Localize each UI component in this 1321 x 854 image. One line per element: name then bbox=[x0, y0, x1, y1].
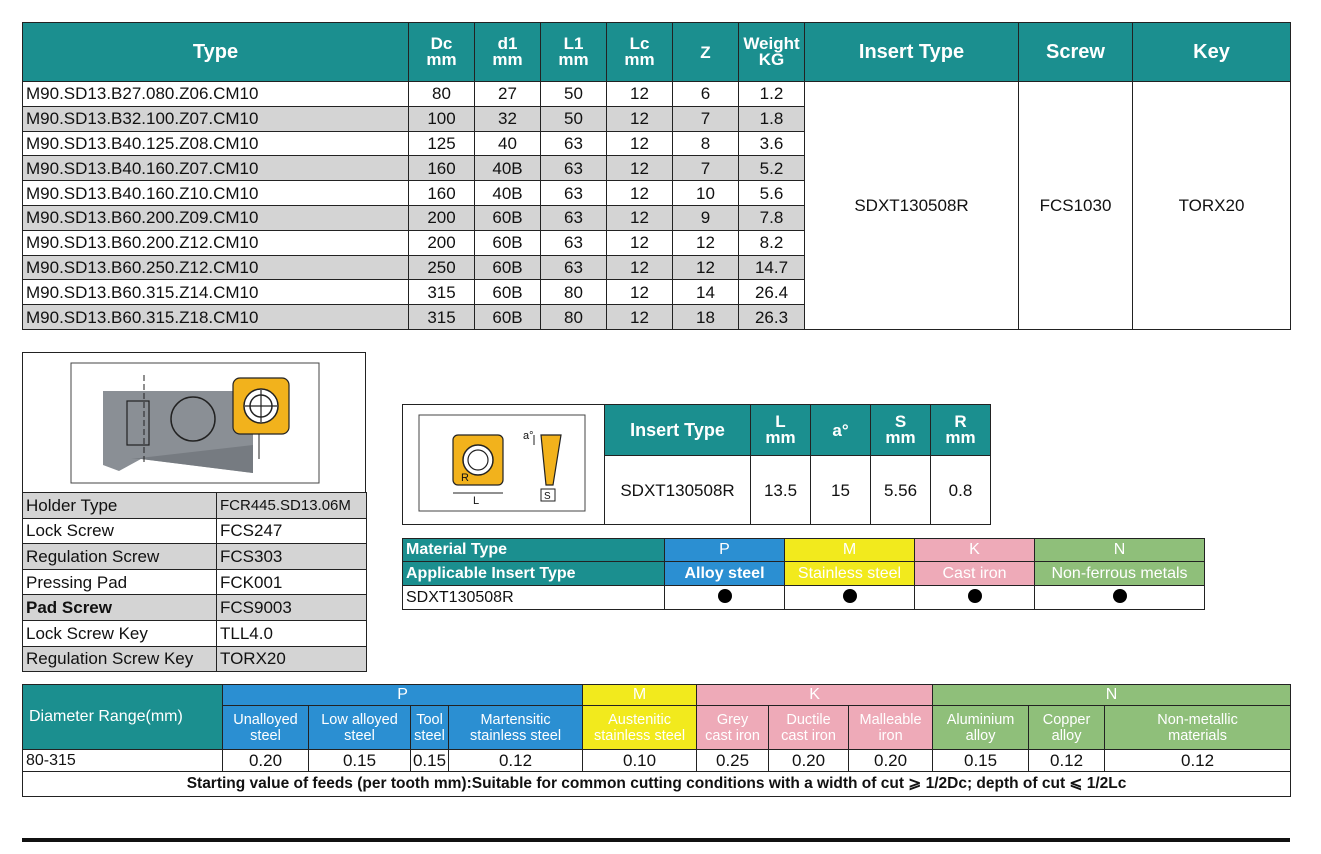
material-type-label: Material Type bbox=[403, 539, 665, 562]
cutter-spec-table bbox=[22, 22, 1291, 330]
applicable-n-dot bbox=[1035, 586, 1205, 610]
applicable-m-dot bbox=[785, 586, 915, 610]
main-header-row bbox=[23, 23, 1291, 82]
part-label: Lock Screw Key bbox=[23, 620, 217, 646]
parts-row bbox=[23, 646, 367, 672]
part-label: Lock Screw bbox=[23, 518, 217, 544]
d1-cell: 60B bbox=[475, 280, 541, 305]
feed-value-row bbox=[23, 750, 1291, 772]
group-n-code: N bbox=[1035, 539, 1205, 562]
lc-cell: 12 bbox=[607, 106, 673, 131]
l1-cell: 50 bbox=[541, 82, 607, 107]
bottom-rule bbox=[22, 838, 1290, 842]
dc-cell: 315 bbox=[409, 305, 475, 330]
l1-header: L1 mm bbox=[541, 23, 607, 82]
feed-subgroup-header: Non-metallic materials bbox=[1105, 706, 1291, 750]
d1-header: d1 mm bbox=[475, 23, 541, 82]
feed-subgroup-header: Low alloyed steel bbox=[309, 706, 411, 750]
feed-value: 0.15 bbox=[933, 750, 1029, 772]
parts-row bbox=[23, 620, 367, 646]
lc-cell: 12 bbox=[607, 305, 673, 330]
applicable-insert-label: Applicable Insert Type bbox=[403, 562, 665, 586]
dc-cell: 200 bbox=[409, 205, 475, 230]
feed-value: 0.20 bbox=[223, 750, 309, 772]
type-cell: M90.SD13.B40.160.Z07.CM10 bbox=[23, 156, 409, 181]
parts-table bbox=[22, 492, 367, 672]
feed-subgroup-header: Unalloyed steel bbox=[223, 706, 309, 750]
parts-row bbox=[23, 595, 367, 621]
holder-drawing bbox=[23, 353, 365, 493]
z-cell: 8 bbox=[673, 131, 739, 156]
type-cell: M90.SD13.B60.250.Z12.CM10 bbox=[23, 255, 409, 280]
bullet-icon bbox=[843, 589, 857, 603]
l1-cell: 63 bbox=[541, 131, 607, 156]
lc-cell: 12 bbox=[607, 82, 673, 107]
feed-subgroup-header: Martensitic stainless steel bbox=[449, 706, 583, 750]
feed-value: 0.10 bbox=[583, 750, 697, 772]
insert-type-value: SDXT130508R bbox=[805, 82, 1019, 330]
r-value: 0.8 bbox=[931, 456, 991, 525]
lc-header: Lc mm bbox=[607, 23, 673, 82]
type-cell: M90.SD13.B60.200.Z09.CM10 bbox=[23, 205, 409, 230]
parts-row bbox=[23, 544, 367, 570]
part-value: FCS247 bbox=[217, 518, 367, 544]
material-insert-row bbox=[403, 586, 1205, 610]
group-k-name: Cast iron bbox=[915, 562, 1035, 586]
group-n-name: Non-ferrous metals bbox=[1035, 562, 1205, 586]
applicable-p-dot bbox=[665, 586, 785, 610]
feed-value: 0.20 bbox=[849, 750, 933, 772]
part-value: FCR445.SD13.06M bbox=[217, 493, 367, 519]
feed-value: 0.12 bbox=[449, 750, 583, 772]
material-table bbox=[402, 538, 1205, 610]
weight-cell: 26.3 bbox=[739, 305, 805, 330]
l1-cell: 80 bbox=[541, 305, 607, 330]
lc-cell: 12 bbox=[607, 230, 673, 255]
dc-cell: 250 bbox=[409, 255, 475, 280]
screw-value: FCS1030 bbox=[1019, 82, 1133, 330]
part-label: Pad Screw bbox=[23, 595, 217, 621]
feed-group-n: N bbox=[933, 685, 1291, 706]
type-cell: M90.SD13.B32.100.Z07.CM10 bbox=[23, 106, 409, 131]
dc-cell: 125 bbox=[409, 131, 475, 156]
type-cell: M90.SD13.B40.125.Z08.CM10 bbox=[23, 131, 409, 156]
main-table-row bbox=[23, 82, 1291, 107]
part-value: FCK001 bbox=[217, 569, 367, 595]
weight-cell: 1.2 bbox=[739, 82, 805, 107]
d1-cell: 60B bbox=[475, 230, 541, 255]
dc-cell: 160 bbox=[409, 156, 475, 181]
group-m-name: Stainless steel bbox=[785, 562, 915, 586]
d1-cell: 27 bbox=[475, 82, 541, 107]
material-code-row bbox=[403, 539, 1205, 562]
dc-cell: 100 bbox=[409, 106, 475, 131]
l1-cell: 63 bbox=[541, 156, 607, 181]
material-name-row bbox=[403, 562, 1205, 586]
parts-row bbox=[23, 518, 367, 544]
feed-footnote: Starting value of feeds (per tooth mm):Suitable for common cutting conditions with a width of cut ⩾ 1/2Dc; depth of cut ⩽ 1/2Lc bbox=[23, 772, 1291, 797]
lc-cell: 12 bbox=[607, 205, 673, 230]
insert-spec-table bbox=[402, 404, 991, 525]
applicable-k-dot bbox=[915, 586, 1035, 610]
type-header: Type bbox=[23, 23, 409, 82]
feed-value: 0.12 bbox=[1105, 750, 1291, 772]
dc-cell: 160 bbox=[409, 181, 475, 206]
z-header: Z bbox=[673, 23, 739, 82]
s-col-header: S mm bbox=[871, 405, 931, 456]
parts-row bbox=[23, 569, 367, 595]
dc-header: Dc mm bbox=[409, 23, 475, 82]
feed-table bbox=[22, 684, 1291, 797]
d1-cell: 60B bbox=[475, 305, 541, 330]
dc-cell: 315 bbox=[409, 280, 475, 305]
part-value: FCS9003 bbox=[217, 595, 367, 621]
weight-header: Weight KG bbox=[739, 23, 805, 82]
feed-subgroup-header: Aluminium alloy bbox=[933, 706, 1029, 750]
d1-cell: 32 bbox=[475, 106, 541, 131]
weight-cell: 1.8 bbox=[739, 106, 805, 131]
feed-value: 0.20 bbox=[769, 750, 849, 772]
bullet-icon bbox=[1113, 589, 1127, 603]
lc-cell: 12 bbox=[607, 156, 673, 181]
part-label: Regulation Screw Key bbox=[23, 646, 217, 672]
l1-cell: 80 bbox=[541, 280, 607, 305]
z-cell: 12 bbox=[673, 230, 739, 255]
feed-subgroup-header: Malleable iron bbox=[849, 706, 933, 750]
part-label: Regulation Screw bbox=[23, 544, 217, 570]
group-p-name: Alloy steel bbox=[665, 562, 785, 586]
z-cell: 10 bbox=[673, 181, 739, 206]
weight-cell: 5.2 bbox=[739, 156, 805, 181]
feed-group-k: K bbox=[697, 685, 933, 706]
feed-subgroup-header: Ductile cast iron bbox=[769, 706, 849, 750]
part-label: Holder Type bbox=[23, 493, 217, 519]
z-cell: 7 bbox=[673, 156, 739, 181]
diameter-range-value: 80-315 bbox=[23, 750, 223, 772]
feed-subgroup-header: Grey cast iron bbox=[697, 706, 769, 750]
group-m-code: M bbox=[785, 539, 915, 562]
l1-cell: 63 bbox=[541, 255, 607, 280]
diameter-range-header: Diameter Range(mm) bbox=[23, 685, 223, 750]
z-cell: 9 bbox=[673, 205, 739, 230]
insert-diagram-cell bbox=[403, 405, 605, 525]
feed-value: 0.15 bbox=[411, 750, 449, 772]
group-p-code: P bbox=[665, 539, 785, 562]
d1-cell: 60B bbox=[475, 205, 541, 230]
l1-cell: 50 bbox=[541, 106, 607, 131]
feed-subgroup-header: Tool steel bbox=[411, 706, 449, 750]
part-value: FCS303 bbox=[217, 544, 367, 570]
dc-cell: 80 bbox=[409, 82, 475, 107]
lc-cell: 12 bbox=[607, 131, 673, 156]
l1-cell: 63 bbox=[541, 205, 607, 230]
group-k-code: K bbox=[915, 539, 1035, 562]
insert-type-col-header: Insert Type bbox=[605, 405, 751, 456]
weight-cell: 7.8 bbox=[739, 205, 805, 230]
l1-cell: 63 bbox=[541, 181, 607, 206]
insert-type-value: SDXT130508R bbox=[605, 456, 751, 525]
parts-row bbox=[23, 493, 367, 519]
l-col-header: L mm bbox=[751, 405, 811, 456]
part-label: Pressing Pad bbox=[23, 569, 217, 595]
type-cell: M90.SD13.B60.200.Z12.CM10 bbox=[23, 230, 409, 255]
d1-cell: 60B bbox=[475, 255, 541, 280]
key-header: Key bbox=[1133, 23, 1291, 82]
type-cell: M90.SD13.B60.315.Z18.CM10 bbox=[23, 305, 409, 330]
l1-cell: 63 bbox=[541, 230, 607, 255]
a-col-header: a° bbox=[811, 405, 871, 456]
insert-l-label: L bbox=[473, 495, 480, 507]
z-cell: 6 bbox=[673, 82, 739, 107]
z-cell: 18 bbox=[673, 305, 739, 330]
dc-cell: 200 bbox=[409, 230, 475, 255]
d1-cell: 40B bbox=[475, 156, 541, 181]
feed-value: 0.15 bbox=[309, 750, 411, 772]
material-insert-name: SDXT130508R bbox=[403, 586, 665, 610]
insert-s-label: S bbox=[544, 491, 551, 502]
feed-group-p: P bbox=[223, 685, 583, 706]
insert-a-label: a° bbox=[523, 430, 534, 442]
weight-cell: 5.6 bbox=[739, 181, 805, 206]
d1-cell: 40B bbox=[475, 181, 541, 206]
feed-value: 0.12 bbox=[1029, 750, 1105, 772]
screw-header: Screw bbox=[1019, 23, 1133, 82]
insert-diagram bbox=[403, 405, 603, 521]
feed-subgroup-header: Copper alloy bbox=[1029, 706, 1105, 750]
feed-group-m: M bbox=[583, 685, 697, 706]
r-col-header: R mm bbox=[931, 405, 991, 456]
insert-type-header: Insert Type bbox=[805, 23, 1019, 82]
z-cell: 7 bbox=[673, 106, 739, 131]
lc-cell: 12 bbox=[607, 280, 673, 305]
type-cell: M90.SD13.B60.315.Z14.CM10 bbox=[23, 280, 409, 305]
insert-r-label: R bbox=[461, 472, 469, 484]
feed-subgroup-header: Austenitic stainless steel bbox=[583, 706, 697, 750]
l-value: 13.5 bbox=[751, 456, 811, 525]
type-cell: M90.SD13.B40.160.Z10.CM10 bbox=[23, 181, 409, 206]
weight-cell: 26.4 bbox=[739, 280, 805, 305]
weight-cell: 8.2 bbox=[739, 230, 805, 255]
bullet-icon bbox=[718, 589, 732, 603]
key-value: TORX20 bbox=[1133, 82, 1291, 330]
z-cell: 14 bbox=[673, 280, 739, 305]
weight-cell: 14.7 bbox=[739, 255, 805, 280]
a-value: 15 bbox=[811, 456, 871, 525]
lc-cell: 12 bbox=[607, 255, 673, 280]
holder-drawing-box bbox=[22, 352, 366, 492]
z-cell: 12 bbox=[673, 255, 739, 280]
part-value: TLL4.0 bbox=[217, 620, 367, 646]
feed-value: 0.25 bbox=[697, 750, 769, 772]
lc-cell: 12 bbox=[607, 181, 673, 206]
bullet-icon bbox=[968, 589, 982, 603]
feed-group-row bbox=[23, 685, 1291, 706]
type-cell: M90.SD13.B27.080.Z06.CM10 bbox=[23, 82, 409, 107]
d1-cell: 40 bbox=[475, 131, 541, 156]
part-value: TORX20 bbox=[217, 646, 367, 672]
s-value: 5.56 bbox=[871, 456, 931, 525]
weight-cell: 3.6 bbox=[739, 131, 805, 156]
